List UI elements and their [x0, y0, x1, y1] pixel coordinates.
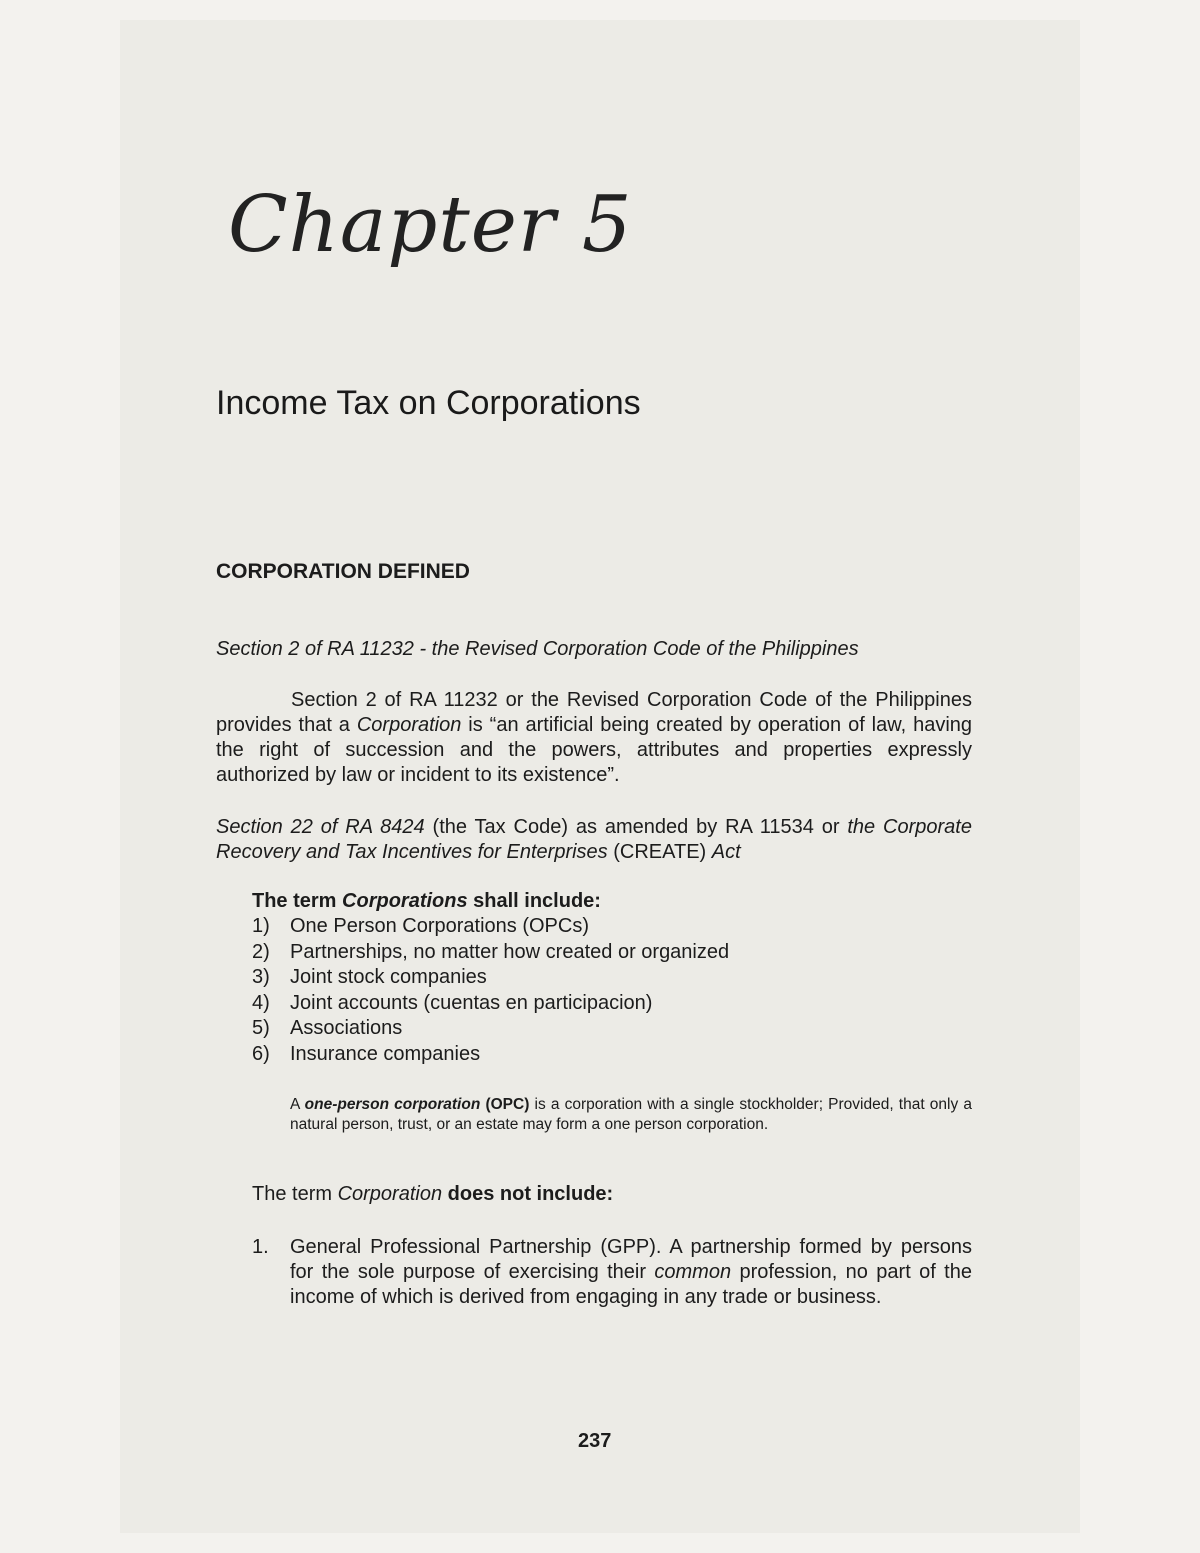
list-item-number: 3): [252, 966, 270, 989]
opc-note: [290, 1095, 972, 1135]
note-part: is a corporation with a single stockholder; Provided, that only a natural person, trust, or an estate may form a one person corporation.: [290, 1096, 972, 1133]
excludes-title-part: does not include:: [442, 1183, 614, 1205]
includes-title-part: The term: [252, 890, 343, 912]
includes-title-term: Corporations: [342, 890, 468, 912]
list-item-number: 1.: [252, 1236, 269, 1258]
list-item-number: 4): [252, 991, 270, 1014]
chapter-label: Chapter 5: [228, 180, 633, 270]
subheading-part: Section 22 of RA 8424: [216, 816, 425, 838]
subheading-ra-8424: [216, 815, 972, 865]
list-item: [252, 1016, 729, 1042]
note-part: A: [290, 1096, 305, 1113]
corporation-definition-paragraph: [216, 688, 972, 788]
gpp-part: profession, no part of the income of which is derived from engaging in any trade or business.: [290, 1261, 972, 1308]
includes-list: [252, 914, 729, 1068]
gpp-part: General Professional Partnership (GPP). A partnership formed by persons for the sole purpose of exercising their: [290, 1236, 972, 1283]
list-item-text: Associations: [290, 1017, 403, 1040]
list-item: [252, 940, 729, 966]
subheading-part: (CREATE): [607, 841, 712, 863]
gpp-term: common: [654, 1261, 732, 1283]
list-item: [252, 914, 729, 940]
includes-title: [252, 890, 601, 913]
list-item-number: 6): [252, 1042, 270, 1065]
list-item-number: 2): [252, 940, 270, 963]
section-heading: CORPORATION DEFINED: [216, 560, 470, 583]
list-item-text: Joint accounts (cuentas en participacion): [290, 991, 653, 1014]
para-term: Corporation: [356, 714, 462, 736]
list-item: [252, 1042, 729, 1068]
para-text: is “an artificial being created by operation of law, having the right of succession and the powers, attributes and properties expressly authorized by law or incident to its existence”.: [216, 714, 973, 786]
excludes-title: [252, 1183, 613, 1206]
subheading-part: (the Tax Code) as amended by RA 11534 or: [424, 816, 848, 838]
para-text: Section 2 of RA 11232 or the Revised Corporation Code of the Philippines provides that a: [216, 689, 972, 736]
list-item: [252, 965, 729, 991]
list-item-number: 1): [252, 915, 270, 937]
excludes-title-part: The term: [252, 1183, 338, 1205]
note-term: one-person corporation: [304, 1096, 481, 1113]
list-item-text: Partnerships, no matter how created or organized: [290, 940, 730, 963]
list-item-number: 5): [252, 1017, 270, 1040]
list-item-text: [290, 1235, 972, 1310]
subheading-part: the Corporate Recovery and Tax Incentives for Enterprises: [216, 816, 972, 863]
list-item-text: One Person Corporations (OPCs): [290, 915, 590, 937]
excludes-title-term: Corporation: [337, 1183, 443, 1205]
list-item-text: Joint stock companies: [290, 966, 487, 989]
page-number: 237: [578, 1430, 612, 1452]
list-item-text: Insurance companies: [290, 1042, 481, 1065]
excludes-item-gpp: [252, 1235, 972, 1310]
list-item: [252, 991, 729, 1017]
includes-title-part: shall include:: [467, 890, 601, 912]
subheading-ra-11232: Section 2 of RA 11232 - the Revised Corporation Code of the Philippines: [216, 638, 859, 660]
chapter-title: Income Tax on Corporations: [216, 384, 641, 422]
subheading-part: Act: [711, 841, 741, 863]
note-part: (OPC): [480, 1096, 530, 1113]
